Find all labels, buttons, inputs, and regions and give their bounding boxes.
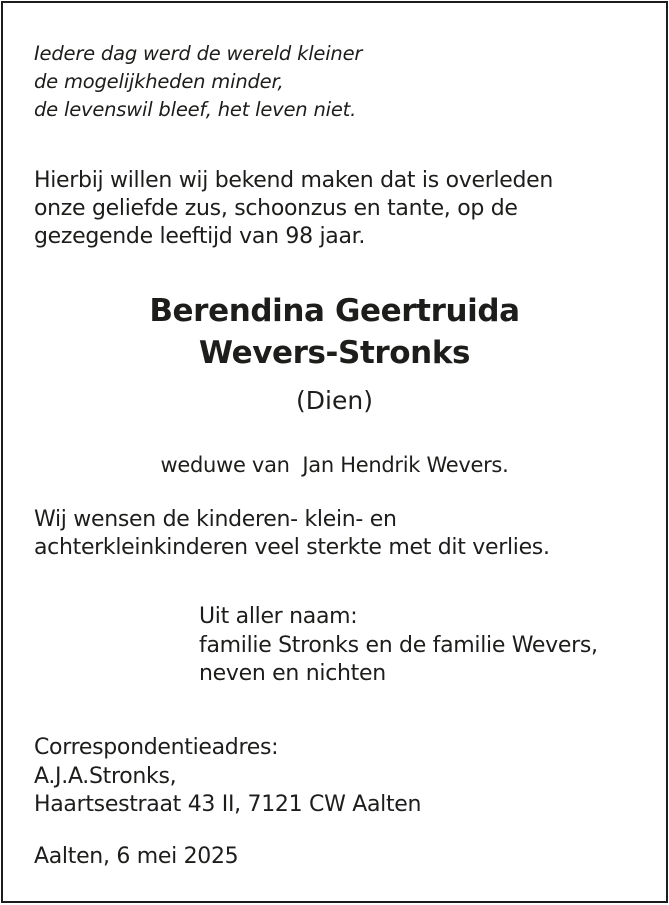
signature-line: familie Stronks en de familie Wevers, xyxy=(199,632,598,658)
announcement-line: onze geliefde zus, schoonzus en tante, op de xyxy=(34,196,518,221)
signature-line: neven en nichten xyxy=(199,661,386,686)
address-line: A.J.A.Stronks, xyxy=(34,763,177,789)
widow-of xyxy=(0,451,669,479)
signature xyxy=(199,603,649,689)
deceased-surname: Wevers-Stronks xyxy=(198,335,471,371)
address-line: Correspondentieadres: xyxy=(34,735,279,760)
address-line: Haartsestraat 43 II, 7121 CW Aalten xyxy=(34,792,422,817)
deceased-nickname: (Dien) xyxy=(296,386,373,415)
wish-line: Wij wensen de kinderen- klein- en xyxy=(34,507,397,532)
poem-line: de levenswil bleef, het leven niet. xyxy=(34,98,357,121)
announcement-line: gezegende leeftijd van 98 jaar. xyxy=(34,224,366,249)
condolence-wish xyxy=(34,506,649,562)
poem-line: Iedere dag werd de wereld kleiner xyxy=(34,42,363,65)
widow-of-text: weduwe van Jan Hendrik Wevers. xyxy=(160,453,509,477)
announcement-line: Hierbij willen wij bekend maken dat is overleden xyxy=(34,168,554,193)
deceased-name xyxy=(0,290,669,374)
announcement-text xyxy=(34,167,649,251)
wish-line: achterkleinkinderen veel sterkte met dit verlies. xyxy=(34,535,550,560)
correspondence-address xyxy=(34,734,649,820)
deceased-first-names: Berendina Geertruida xyxy=(149,293,520,329)
place-and-date: Aalten, 6 mei 2025 xyxy=(34,844,239,869)
poem-line: de mogelijkheden minder, xyxy=(34,70,284,93)
poem xyxy=(34,40,649,124)
signature-line: Uit aller naam: xyxy=(199,604,358,629)
